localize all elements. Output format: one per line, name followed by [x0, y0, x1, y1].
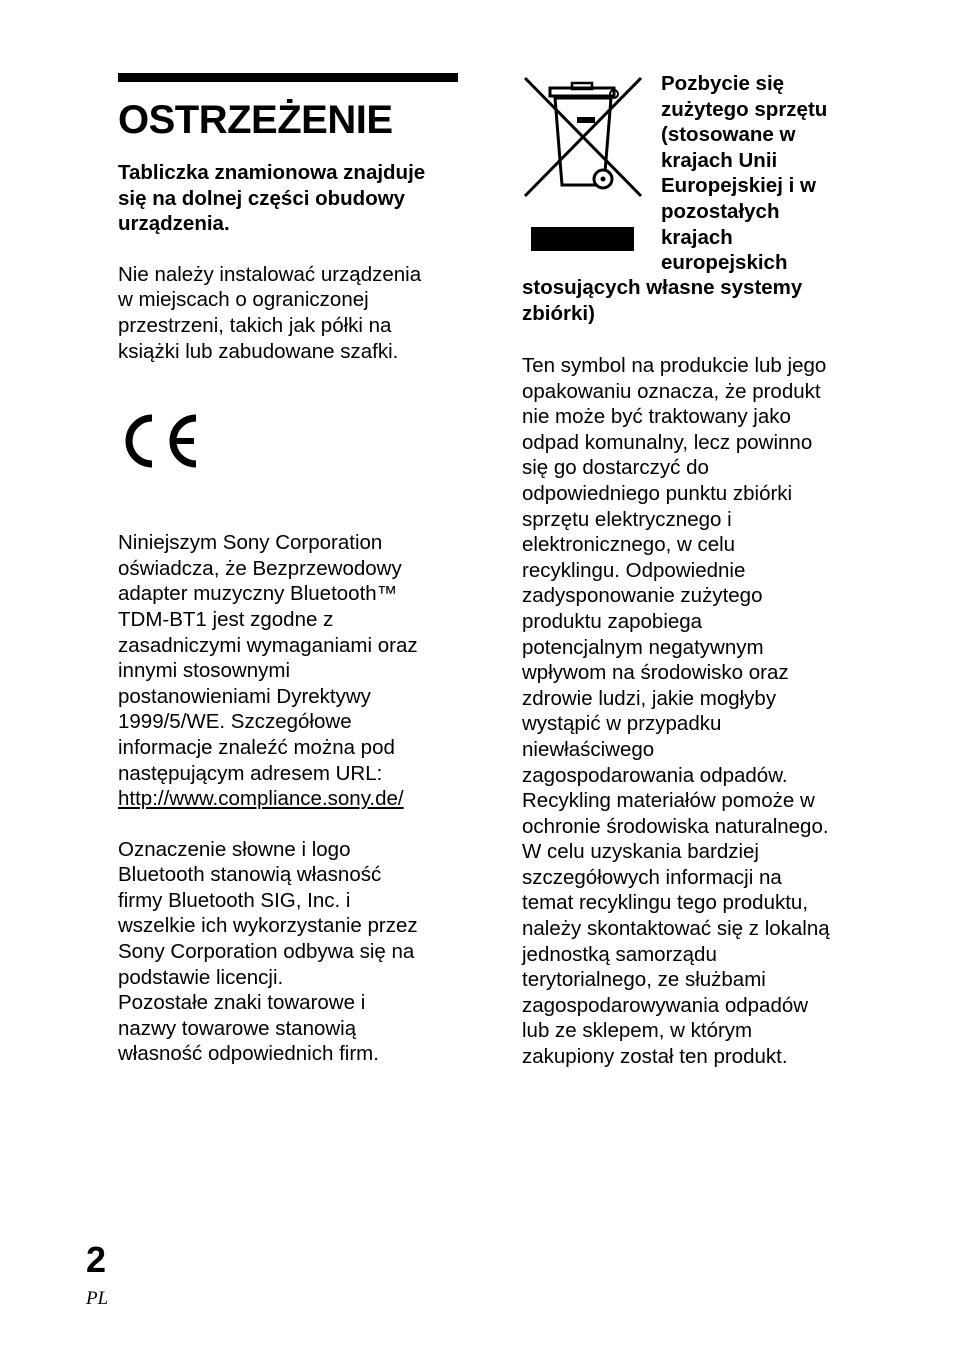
page-number: 2 — [86, 1239, 107, 1280]
disposal-heading-continued: stosujących własne systemy zbiórki) — [522, 276, 803, 325]
ce-mark-icon — [122, 412, 202, 470]
page-title: OSTRZEŻENIE — [118, 98, 393, 142]
ce-mark-logo — [122, 412, 463, 470]
installation-warning: Nie należy instalować urządzenia w miejscach o ograniczonej przestrzeni, takich jak półki na książki lub zabudowane szafki. — [118, 262, 422, 363]
compliance-url-link[interactable]: http://www.compliance.sony.de/ — [118, 787, 404, 811]
title-rule — [118, 73, 458, 82]
crossed-out-wheelie-bin-icon — [522, 75, 644, 199]
bin-underline-bar — [531, 227, 634, 251]
left-column — [118, 73, 463, 1067]
disposal-body-text: Ten symbol na produkcie lub jego opakowaniu oznacza, że produkt nie może być traktowany jako odpad komunalny, lecz powinno się go dostarczyć do odpowiedniego punktu zbiórki sprzętu elektrycznego i elektronicznego, w celu recyklingu. Odpowiednie zadysponowanie zużytego produktu zapobiega potencjalnym negatywnym wpływom na środowisko oraz zdrowie ludzi, jakie mogłyby wystąpić w przypadku niewłaściwego zagospodarowania odpadów. Recykling materiałów pomoże w ochronie środowiska naturalnego. W celu uzyskania bardziej szczegółowych informacji na temat recyklingu tego produktu, należy skontaktować się z lokalną jednostką samorządu terytorialnego, ze służbami zagospodarowywania odpadów lub ze sklepem, w którym zakupiony został ten produkt. — [522, 354, 830, 1069]
nameplate-notice: Tabliczka znamionowa znajduje się na dolnej części obudowy urządzenia. — [118, 161, 426, 236]
trademark-notice: Oznaczenie słowne i logo Bluetooth stanowią własność firmy Bluetooth SIG, Inc. i wszelkie ich wykorzystanie przez Sony Corporation odbywa się na podstawie licencji. Pozostałe znaki towarowe i nazwy towarowe stanowią własność odpowiednich firm. — [118, 837, 418, 1066]
disposal-heading: Pozbycie się zużytego sprzętu (stosowane w krajach Unii Europejskiej i w pozostałych krajach europejskich — [661, 72, 828, 275]
declaration-of-conformity: Niniejszym Sony Corporation oświadcza, że Bezprzewodowy adapter muzyczny Bluetooth™ TDM-BT1 jest zgodne z zasadniczymi wymaganiami oraz innymi stosownymi postanowieniami Dyrektywy 1999/5/WE. Szczegółowe informacje znaleźć można pod następującym adresem URL: — [118, 531, 418, 785]
language-code: PL — [86, 1288, 109, 1309]
